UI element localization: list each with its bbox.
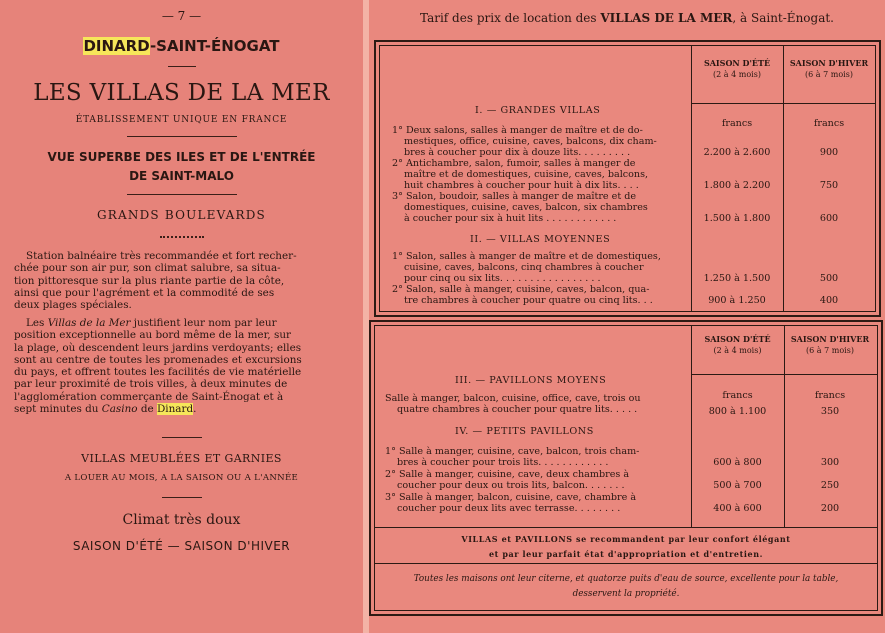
currency-label: francs xyxy=(722,390,753,401)
summer-price: 900 à 1.250 xyxy=(708,295,766,306)
recommendation-line-2: et par leur parfait état d'appropriation et d'entretien. xyxy=(488,549,764,559)
winter-price: 350 xyxy=(820,406,840,417)
p2-line: Les Villas de la Mer justifient leur nom par leur xyxy=(26,317,277,329)
tariff-title: Tarif des prix de location des VILLAS DE LA MER, à Saint-Énogat. xyxy=(420,11,834,25)
p1-line: tion pittoresque sur la plus riante partie de la côte, xyxy=(14,274,285,287)
rental-row: 2° Salle à manger, cuisine, cave, deux chambres à coucher pour deux ou trois lits, balcon. . . . . . . xyxy=(385,469,630,491)
right-page xyxy=(369,0,885,633)
summer-price: 1.250 à 1.500 xyxy=(703,273,771,284)
p2-line: par leur proximité de trois villes, à deux minutes de xyxy=(14,378,288,391)
main-title: LES VILLAS DE LA MER xyxy=(33,80,330,106)
currency-label: francs xyxy=(813,118,845,129)
cisterns-note-1: Toutes les maisons ont leur citerne, et quatorze puits d'eau de source, excellente pour la table, xyxy=(413,574,839,584)
climate-text: Climat très doux xyxy=(122,512,241,528)
section-title: IV. — PETITS PAVILLONS xyxy=(455,426,594,437)
casino-italic: Casino xyxy=(101,403,138,416)
separator-rule xyxy=(162,497,202,498)
winter-price: 250 xyxy=(820,480,840,491)
location-rest: -SAINT-ÉNOGAT xyxy=(149,37,280,55)
rental-row: 2° Antichambre, salon, fumoir, salles à manger de maître et de domestiques, cuisine, caves, balcons, huit chambres à coucher pour huit à dix lits. . . . xyxy=(392,158,649,191)
header-winter: SAISON D'HIVER (6 à 7 mois) xyxy=(790,334,870,355)
header-summer: SAISON D'ÉTÉ (2 à 4 mois) xyxy=(704,334,771,355)
p1-line: Station balnéaire très recommandée et fort recher- xyxy=(26,250,297,262)
p2-line: sept minutes du Casino de Dinard. xyxy=(14,403,197,416)
winter-price: 750 xyxy=(819,180,839,191)
dinard-highlight: Dinard xyxy=(156,403,194,416)
cisterns-note-2: desservent la propriété. xyxy=(572,589,680,599)
p1-line: deux plages spéciales. xyxy=(14,299,132,312)
p2-line: du pays, et offrent toutes les facilités de vie matérielle xyxy=(14,366,302,379)
rental-row: 1° Deux salons, salles à manger de maître et de do- mestiques, office, cuisine, caves, balcons, dix cham- bres à coucher pour dix à douze lits. . . . . . . . . xyxy=(392,125,657,158)
view-line-1: VUE SUPERBE DES ILES ET DE L'ENTRÉE xyxy=(47,150,316,164)
summer-price: 800 à 1.100 xyxy=(708,406,767,417)
ornament-rule xyxy=(160,236,204,238)
winter-price: 500 xyxy=(819,273,839,284)
rental-row: 1° Salon, salles à manger de maître et de domestiques, cuisine, caves, balcons, cinq chambres à coucher pour cinq ou six lits. . . . . . . . . . . . . . . . . xyxy=(392,251,661,284)
recommendation-line-1: VILLAS et PAVILLONS se recommandent par leur confort élégant xyxy=(461,534,791,544)
p1-line: ainsi que pour l'agrément et la commodité de ses xyxy=(14,286,275,299)
p2-line: sont au centre de toutes les promenades et excursions xyxy=(14,353,302,366)
currency-label: francs xyxy=(721,118,753,129)
price-table-1 xyxy=(374,40,881,317)
separator-rule xyxy=(127,136,237,137)
summer-price: 2.200 à 2.600 xyxy=(703,147,771,158)
section-title: I. — GRANDES VILLAS xyxy=(475,105,601,116)
subtitle: ÉTABLISSEMENT UNIQUE EN FRANCE xyxy=(75,115,288,125)
separator-rule xyxy=(127,194,237,195)
rental-row: 3° Salle à manger, balcon, cuisine, cave, chambre à coucher pour deux lits avec terrasse. . . . . . . . xyxy=(385,492,637,514)
boulevards-heading: GRANDS BOULEVARDS xyxy=(97,208,266,222)
location-heading xyxy=(0,37,363,55)
summer-price: 1.800 à 2.200 xyxy=(703,180,771,191)
villas-italic: Villas de la Mer xyxy=(47,317,131,329)
header-winter: SAISON D'HIVER (6 à 7 mois) xyxy=(789,58,869,79)
left-page xyxy=(0,0,363,633)
section-title: III. — PAVILLONS MOYENS xyxy=(455,375,607,386)
paragraph-2 xyxy=(14,317,310,415)
summer-price: 600 à 800 xyxy=(713,457,762,468)
paragraph-1 xyxy=(14,250,310,311)
rental-row: 3° Salon, boudoir, salles à manger de maître et de domestiques, cuisine, caves, balcon, six chambres à coucher pour six à huit lits . . . . . . . . . . . . xyxy=(392,191,648,224)
winter-price: 300 xyxy=(820,457,840,468)
summer-price: 500 à 700 xyxy=(713,480,762,491)
winter-price: 200 xyxy=(820,503,840,514)
price-table-2 xyxy=(369,320,883,616)
p2-line: l'agglomération commerçante de Saint-Énogat et à xyxy=(14,390,284,403)
p2-line: la plage, où descendent leurs jardins verdoyants; elles xyxy=(14,341,302,354)
header-summer: SAISON D'ÉTÉ (2 à 4 mois) xyxy=(703,58,771,79)
rental-row: 2° Salon, salle à manger, cuisine, caves, balcon, qua- tre chambres à coucher pour quatre ou cinq lits. . . xyxy=(392,284,653,306)
winter-price: 900 xyxy=(819,147,839,158)
view-line-2: DE SAINT-MALO xyxy=(129,169,234,183)
p1-line: chée pour son air pur, son climat salubre, sa situa- xyxy=(14,262,281,275)
winter-price: 400 xyxy=(819,295,839,306)
summer-price: 400 à 600 xyxy=(713,503,762,514)
rental-row: 1° Salle à manger, cuisine, cave, balcon, trois cham- bres à coucher pour trois lits. . . . . . . . . . . . xyxy=(385,446,640,468)
separator-rule xyxy=(162,437,202,438)
winter-price: 600 xyxy=(819,213,839,224)
rental-terms: A LOUER AU MOIS, A LA SAISON OU A L'ANNÉE xyxy=(64,473,299,483)
p2-line: position exceptionnelle au bord même de la mer, sur xyxy=(14,329,291,342)
summer-price: 1.500 à 1.800 xyxy=(703,213,771,224)
seasons-text: SAISON D'ÉTÉ — SAISON D'HIVER xyxy=(72,539,291,553)
page-number: — 7 — xyxy=(161,9,202,23)
rental-row: Salle à manger, balcon, cuisine, office, cave, trois ou quatre chambres à coucher pour quatre lits. . . . . xyxy=(385,393,641,415)
ornament-rule xyxy=(168,66,196,67)
furnished-heading: VILLAS MEUBLÉES ET GARNIES xyxy=(81,452,282,465)
location-highlight: DINARD xyxy=(83,37,150,55)
section-title: II. — VILLAS MOYENNES xyxy=(470,234,611,245)
currency-label: francs xyxy=(814,390,846,401)
